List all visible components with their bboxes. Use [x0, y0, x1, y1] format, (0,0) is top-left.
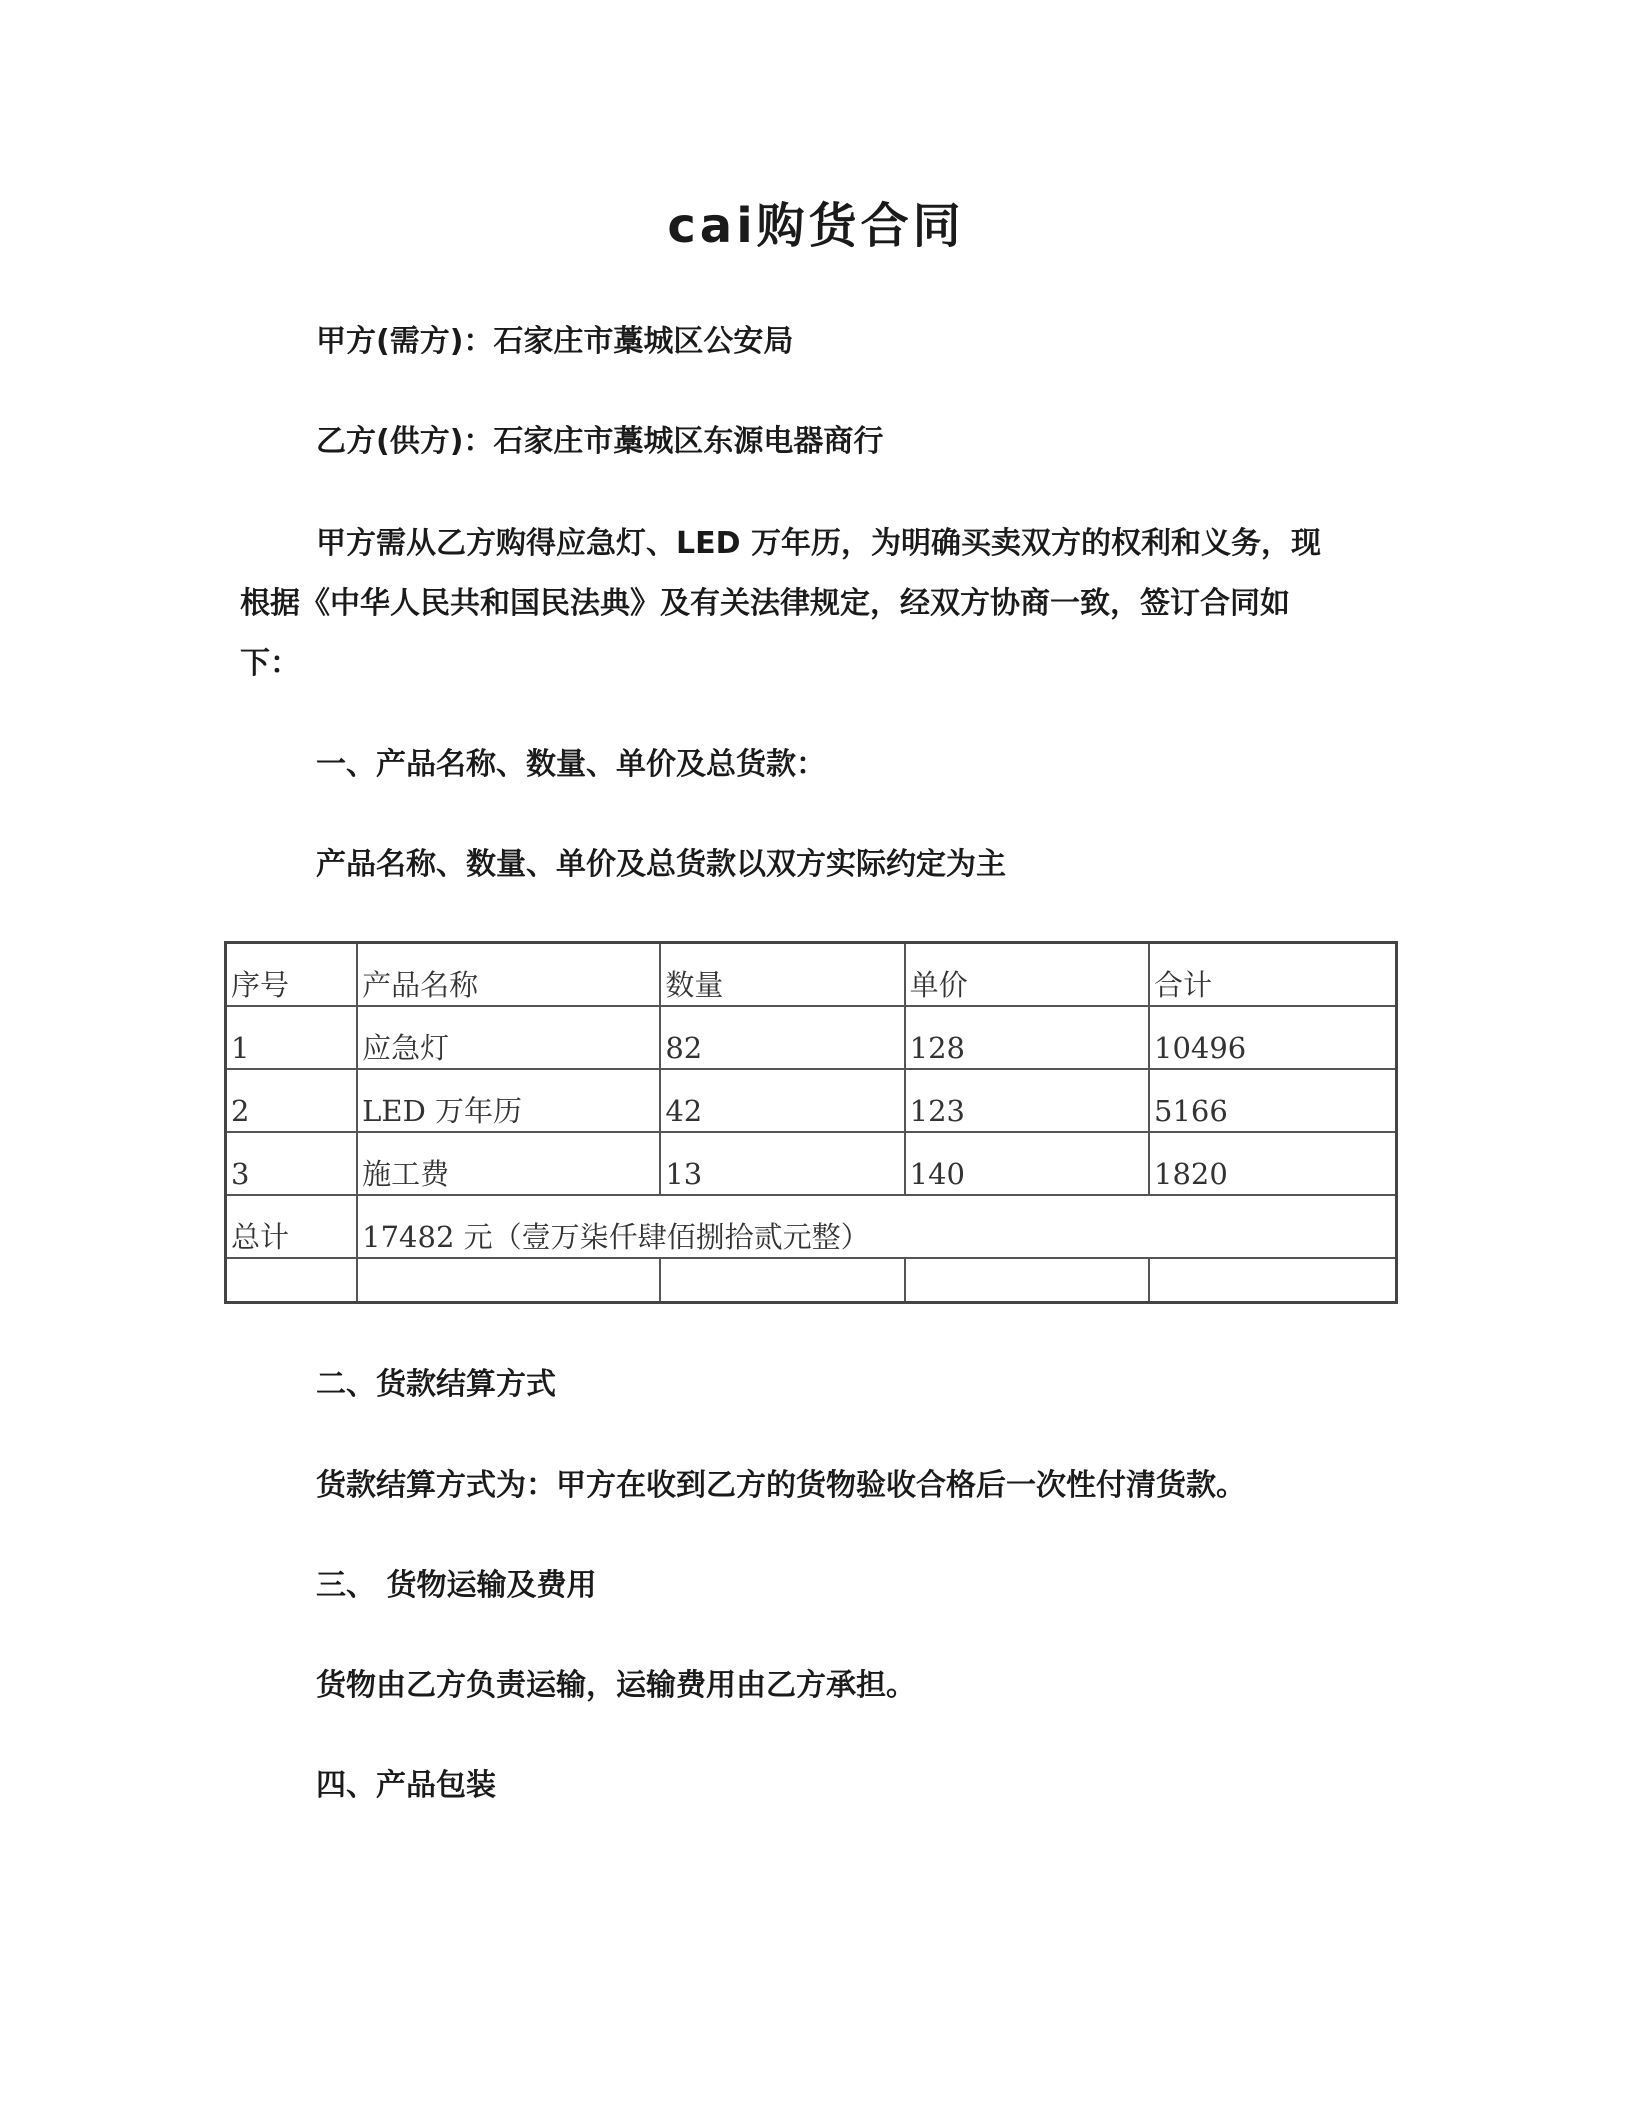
- section-4-heading: 四、产品包装: [316, 1768, 496, 1803]
- table-cell: [660, 1258, 904, 1303]
- table-cell: [905, 1258, 1149, 1303]
- table-cell: 应急灯: [357, 1006, 660, 1069]
- table-header-row: [226, 943, 1397, 1007]
- goods-table: [224, 941, 1398, 1304]
- table-total-row: [226, 1195, 1397, 1258]
- table-empty-row: [226, 1258, 1397, 1303]
- party-b: 乙方(供方)：石家庄市藁城区东源电器商行: [316, 424, 884, 459]
- table-row: [226, 1006, 1397, 1069]
- table-row: [226, 1132, 1397, 1195]
- table-cell: 140: [905, 1132, 1149, 1195]
- intro-line-3: 下：: [240, 646, 300, 681]
- table-cell: [1149, 1258, 1397, 1303]
- total-label-cell: 总计: [226, 1195, 358, 1258]
- intro-line-1: 甲方需从乙方购得应急灯、LED 万年历，为明确买卖双方的权利和义务，现: [316, 526, 1321, 561]
- total-value-cell: 17482 元（壹万柒仟肆佰捌拾贰元整）: [357, 1195, 1396, 1258]
- table-cell: 10496: [1149, 1006, 1397, 1069]
- contract-title: cai购货合同: [667, 198, 965, 254]
- table-cell: 1: [226, 1006, 358, 1069]
- header-cell-quantity: 数量: [660, 943, 904, 1007]
- table-cell: 施工费: [357, 1132, 660, 1195]
- table-cell: 1820: [1149, 1132, 1397, 1195]
- header-cell-product: 产品名称: [357, 943, 660, 1007]
- section-1-heading: 一、产品名称、数量、单价及总货款：: [316, 747, 826, 782]
- section-1-text: 产品名称、数量、单价及总货款以双方实际约定为主: [316, 847, 1006, 882]
- table-cell: [226, 1258, 358, 1303]
- table-cell: 3: [226, 1132, 358, 1195]
- table-cell: 128: [905, 1006, 1149, 1069]
- section-3-text: 货物由乙方负责运输，运输费用由乙方承担。: [316, 1668, 916, 1703]
- header-cell-unit-price: 单价: [905, 943, 1149, 1007]
- party-a: 甲方(需方)：石家庄市藁城区公安局: [316, 324, 794, 359]
- table-cell: LED 万年历: [357, 1069, 660, 1132]
- table-cell: 123: [905, 1069, 1149, 1132]
- section-2-heading: 二、货款结算方式: [316, 1367, 556, 1402]
- table-cell: 13: [660, 1132, 904, 1195]
- table-cell: 2: [226, 1069, 358, 1132]
- header-cell-index: 序号: [226, 943, 358, 1007]
- table-cell: 42: [660, 1069, 904, 1132]
- table-cell: [357, 1258, 660, 1303]
- intro-line-2: 根据《中华人民共和国民法典》及有关法律规定，经双方协商一致，签订合同如: [240, 586, 1290, 621]
- table-cell: 5166: [1149, 1069, 1397, 1132]
- section-2-text: 货款结算方式为：甲方在收到乙方的货物验收合格后一次性付清货款。: [316, 1468, 1246, 1503]
- header-cell-subtotal: 合计: [1149, 943, 1397, 1007]
- table-row: [226, 1069, 1397, 1132]
- table-cell: 82: [660, 1006, 904, 1069]
- section-3-heading: 三、 货物运输及费用: [316, 1568, 597, 1603]
